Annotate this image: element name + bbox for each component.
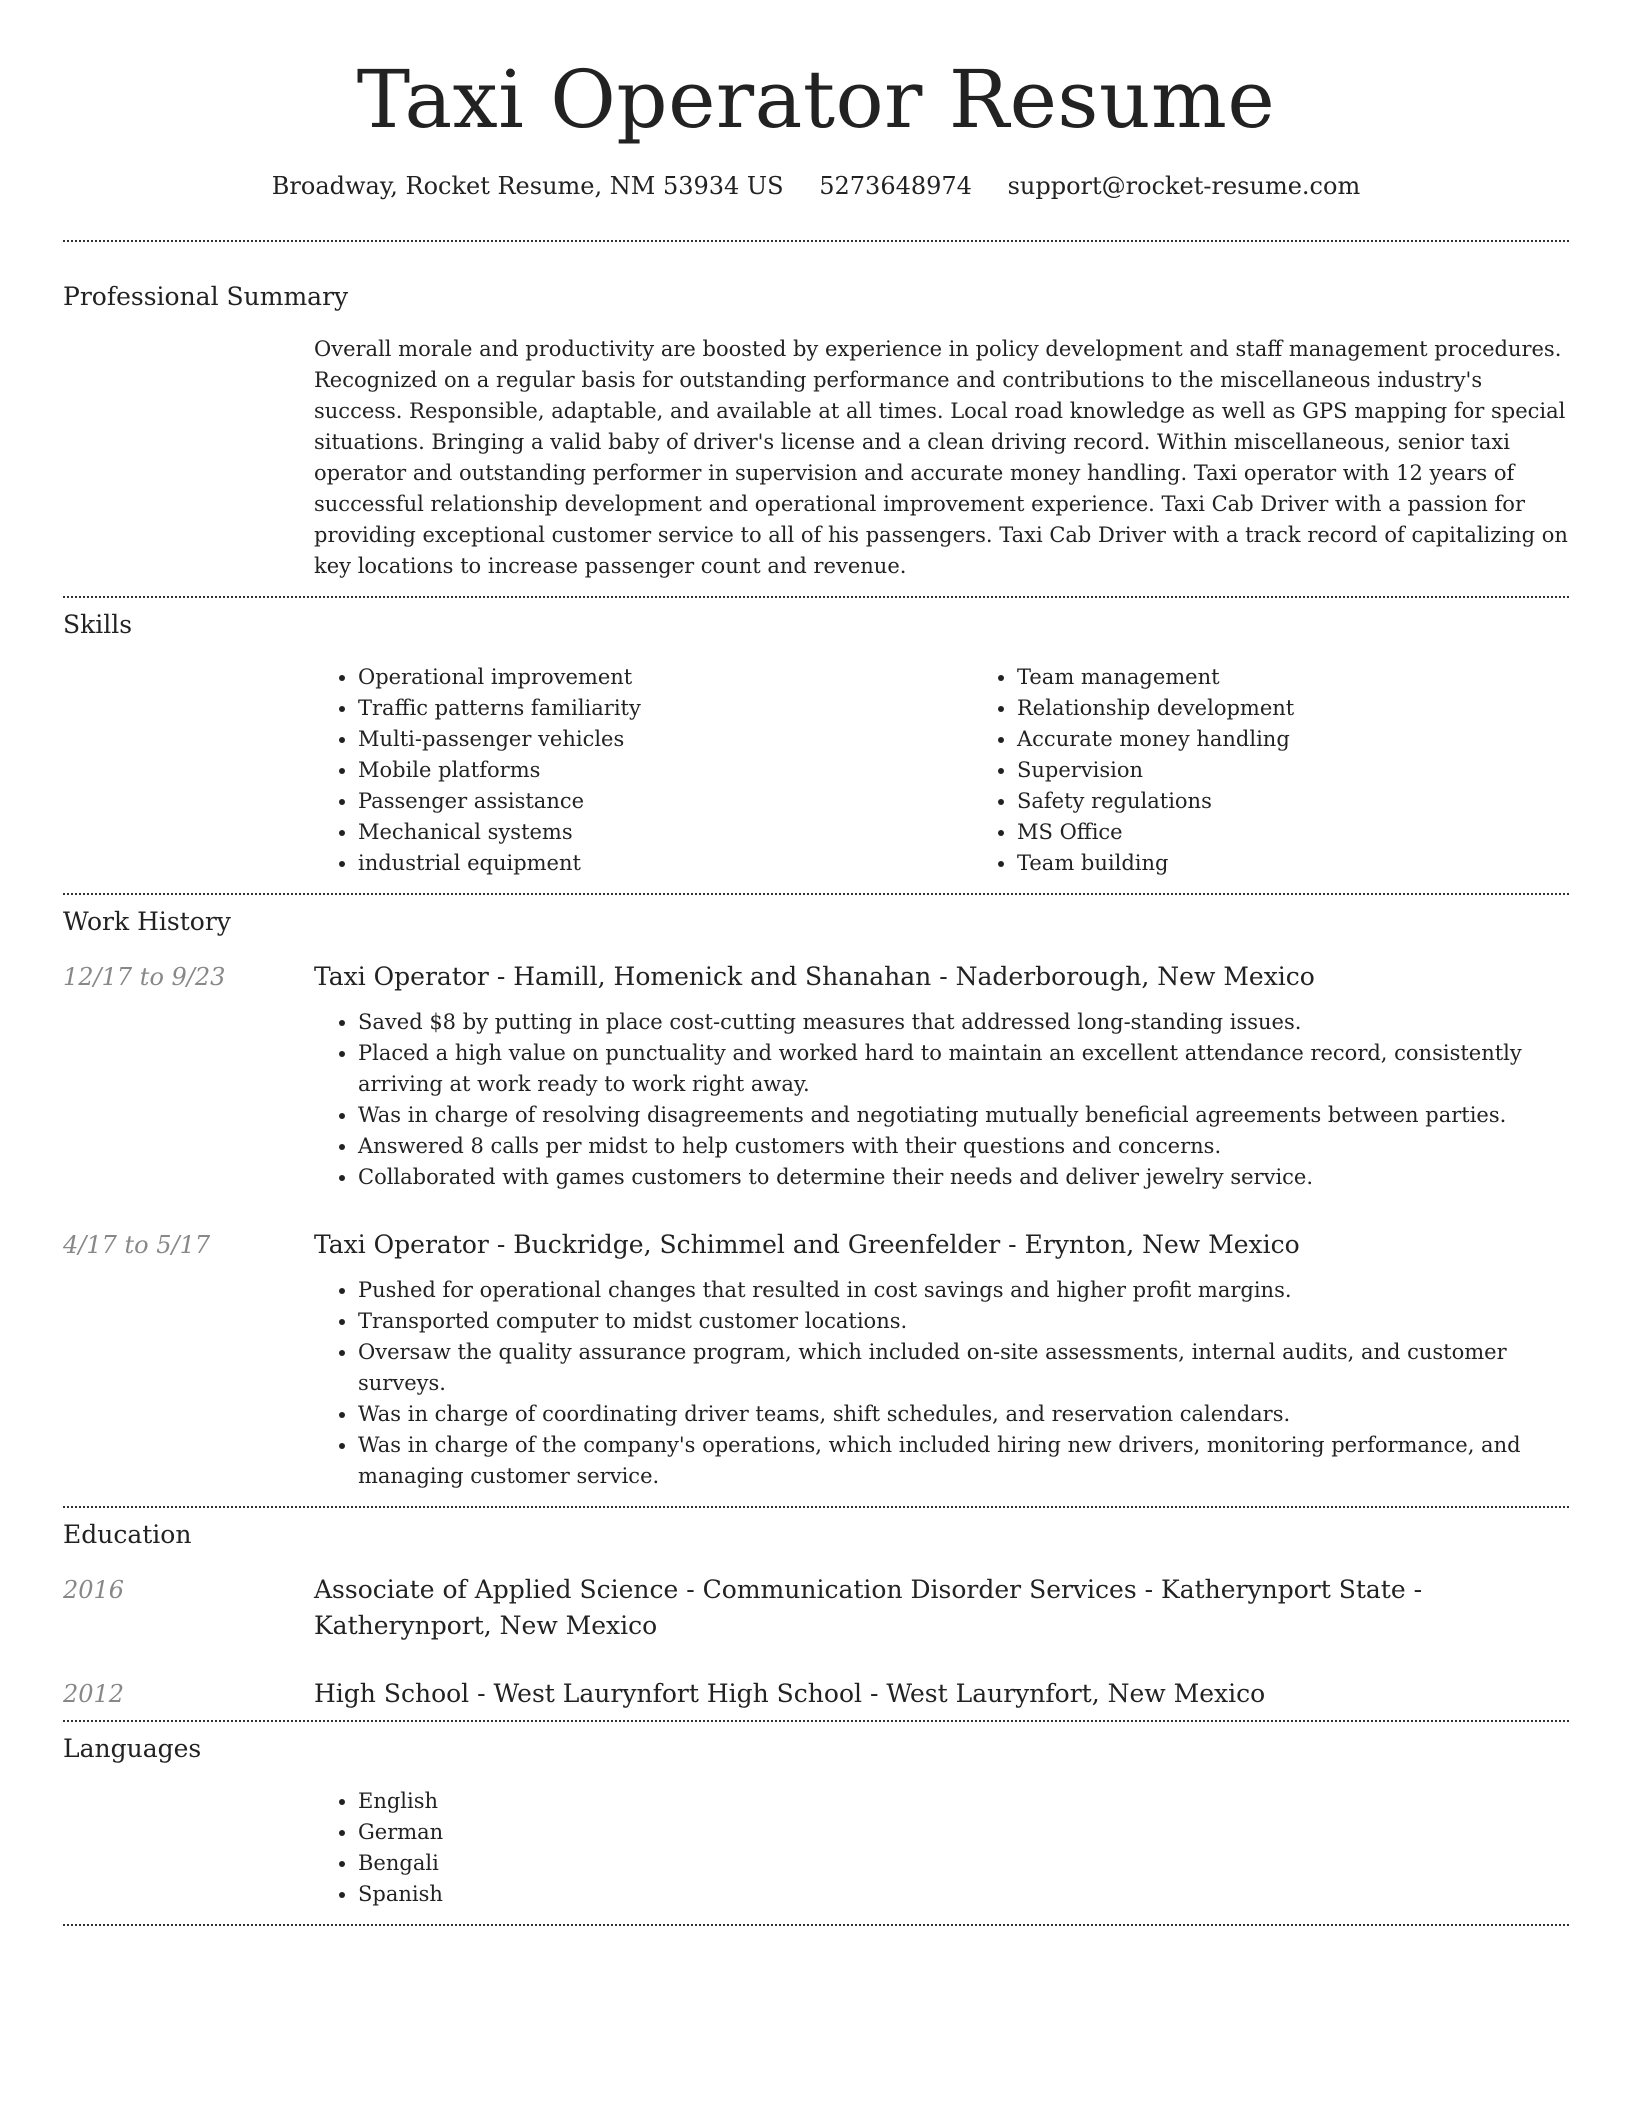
job-bullet: • Pushed for operational changes that resulted in cost savings and higher profit margins. [358, 1275, 1569, 1306]
languages-heading: Languages [63, 1734, 202, 1763]
job-bullets [314, 1275, 1569, 1492]
language-item: • Spanish [358, 1879, 1569, 1910]
skill-item: • Relationship development [1017, 693, 1632, 724]
skill-item: • Supervision [1017, 755, 1632, 786]
education-year: 2012 [63, 1680, 125, 1708]
skill-item: • Team management [1017, 662, 1632, 693]
language-item: • Bengali [358, 1848, 1569, 1879]
education-entry [63, 1676, 1569, 1720]
education-school: - Katherynport State - Katherynport, New Mexico [314, 1575, 1423, 1640]
education-school: - West Laurynfort High School - West Laurynfort, New Mexico [469, 1679, 1266, 1708]
languages-section [63, 1722, 1569, 1924]
skill-item: • Traffic patterns familiarity [358, 693, 973, 724]
language-item: • German [358, 1817, 1569, 1848]
job-bullet: • Oversaw the quality assurance program, which included on-site assessments, internal audits, and customer surveys. [358, 1337, 1569, 1399]
education-degree: High School [314, 1679, 470, 1708]
education-year: 2016 [63, 1576, 125, 1604]
language-item: • English [358, 1786, 1569, 1817]
skill-item: • Safety regulations [1017, 786, 1632, 817]
job-bullet: • Transported computer to midst customer locations. [358, 1306, 1569, 1337]
job-bullet: • Was in charge of coordinating driver teams, shift schedules, and reservation calendars. [358, 1399, 1569, 1430]
job-title [314, 1227, 1569, 1263]
job-entry [63, 1227, 1569, 1506]
job-title [314, 959, 1569, 995]
skills-section [63, 598, 1569, 893]
skill-item: • industrial equipment [358, 848, 973, 879]
skills-list-right [973, 662, 1632, 879]
job-entry [63, 959, 1569, 1193]
languages-list [314, 1786, 1569, 1910]
contact-phone: 5273648974 [819, 172, 972, 200]
job-bullet: • Placed a high value on punctuality and worked hard to maintain an excellent attendance record, consistently arriving at work ready to work right away. [358, 1038, 1569, 1100]
job-dates: 4/17 to 5/17 [63, 1231, 211, 1259]
education-section [63, 1508, 1569, 1720]
work-history-section [63, 895, 1569, 1506]
job-bullet: • Saved $8 by putting in place cost-cutting measures that addressed long-standing issues. [358, 1007, 1569, 1038]
skill-item: • Mechanical systems [358, 817, 973, 848]
summary-text: Overall morale and productivity are boosted by experience in policy development and staff management procedures. Recognized on a regular basis for outstanding performance and contributions to the miscellaneous industry's success. Responsible, adaptable, and available at all times. Local road knowledge as well as GPS mapping for special situations. Bringing a valid baby of driver's license and a clean driving record. Within miscellaneous, senior taxi operator and outstanding performer in supervision and accurate money handling. Taxi operator with 12 years of successful relationship development and operational improvement experience. Taxi Cab Driver with a passion for providing exceptional customer service to all of his passengers. Taxi Cab Driver with a track record of capitalizing on key locations to increase passenger count and revenue. [314, 337, 1568, 578]
skill-item: • Team building [1017, 848, 1632, 879]
job-bullet: • Was in charge of resolving disagreements and negotiating mutually beneficial agreements between parties. [358, 1100, 1569, 1131]
skill-item: • Passenger assistance [358, 786, 973, 817]
job-bullets [314, 1007, 1569, 1193]
job-bullet: • Answered 8 calls per midst to help customers with their questions and concerns. [358, 1131, 1569, 1162]
skills-list-left [314, 662, 973, 879]
section-divider [63, 1924, 1569, 1926]
skill-item: • MS Office [1017, 817, 1632, 848]
contact-address: Broadway, Rocket Resume, NM 53934 US [271, 172, 784, 200]
skill-item: • Accurate money handling [1017, 724, 1632, 755]
job-company: - Hamill, Homenick and Shanahan - Naderborough, New Mexico [488, 962, 1315, 991]
contact-info [63, 170, 1569, 202]
job-bullet: • Collaborated with games customers to determine their needs and deliver jewelry service. [358, 1162, 1569, 1193]
skill-item: • Operational improvement [358, 662, 973, 693]
education-heading: Education [63, 1520, 192, 1549]
job-dates: 12/17 to 9/23 [63, 963, 226, 991]
contact-email: support@rocket-resume.com [1007, 172, 1361, 200]
skills-heading: Skills [63, 610, 133, 639]
summary-heading: Professional Summary [63, 282, 349, 311]
education-entry [63, 1572, 1569, 1644]
summary-section [63, 242, 1569, 596]
work-history-heading: Work History [63, 907, 231, 936]
education-degree: Associate of Applied Science - Communication Disorder Services [314, 1575, 1137, 1604]
skill-item: • Multi-passenger vehicles [358, 724, 973, 755]
page-title: Taxi Operator Resume [356, 53, 1276, 146]
job-bullet: • Was in charge of the company's operations, which included hiring new drivers, monitoring performance, and managing customer service. [358, 1430, 1569, 1492]
skill-item: • Mobile platforms [358, 755, 973, 786]
job-role: Taxi Operator [314, 962, 489, 991]
job-company: - Buckridge, Schimmel and Greenfelder - Erynton, New Mexico [488, 1230, 1300, 1259]
job-role: Taxi Operator [314, 1230, 489, 1259]
